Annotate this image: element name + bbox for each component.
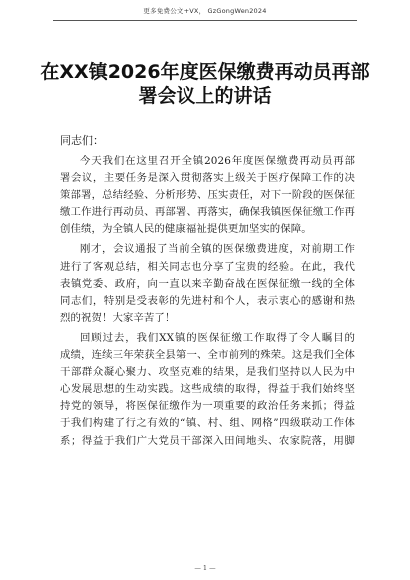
text-line: 缴工作进行再动员、再部署、再落实，确保我镇医保征缴工作再 xyxy=(60,206,355,219)
text-line: 持党的领导，将医保征缴作为一项重要的政治任务来抓；得益 xyxy=(60,400,355,413)
text-line: 心发展思想的生动实践。这些成绩的取得，得益于我们始终坚 xyxy=(60,383,355,396)
text-line: 刚才，会议通报了当前全镇的医保缴费进度，对前期工作 xyxy=(80,243,355,256)
text-line: 今天我们在这里召开全镇2026年度医保缴费再动员再部 xyxy=(80,155,355,167)
document-title xyxy=(40,60,370,108)
title-line: 署会议上的讲话 xyxy=(138,85,272,107)
paragraph xyxy=(60,241,355,326)
text-line: 烈的祝贺！大家辛苦了！ xyxy=(60,311,176,324)
text-line: 策部署，总结经验、分析形势、压实责任，对下一阶段的医保征 xyxy=(60,189,355,202)
page-number: — 1 — xyxy=(194,564,216,572)
text-line: 系；得益于我们广大党员干部深入田间地头、农家院落，用脚 xyxy=(60,434,355,447)
salutation: 同志们： xyxy=(60,134,104,147)
text-line: 署会议，主要任务是深入贯彻落实上级关于医疗保障工作的决 xyxy=(60,172,355,185)
text-line: 进行了客观总结，相关同志也分享了宝贵的经验。在此，我代 xyxy=(60,260,355,273)
text-line: 创佳绩，为全镇人民的健康福祉提供更加坚实的保障。 xyxy=(60,223,312,236)
text-line: 回顾过去，我们XX镇的医保征缴工作取得了令人瞩目的 xyxy=(80,331,355,344)
header-divider xyxy=(53,20,357,21)
text-line: 成绩，连续三年荣获全县第一、全市前列的殊荣。这是我们全体 xyxy=(60,349,355,362)
text-line: 于我们构建了行之有效的“镇、村、组、网格”四级联动工作体 xyxy=(60,417,355,430)
text-line: 干部群众凝心聚力、攻坚克难的结果，是我们坚持以人民为中 xyxy=(60,366,355,379)
text-line: 同志们，特别是受表彰的先进村和个人，表示衷心的感谢和热 xyxy=(60,294,355,307)
paragraph xyxy=(60,153,355,238)
text-line: 表镇党委、政府，向一直以来辛勤奋战在医保征缴一线的全体 xyxy=(60,277,355,290)
title-line: 在XX镇2026年度医保缴费再动员再部 xyxy=(40,61,370,83)
header-note: 更多免费公文+VX， GzGongWen2024 xyxy=(143,7,267,15)
paragraph xyxy=(60,330,355,450)
document-body xyxy=(60,153,355,453)
